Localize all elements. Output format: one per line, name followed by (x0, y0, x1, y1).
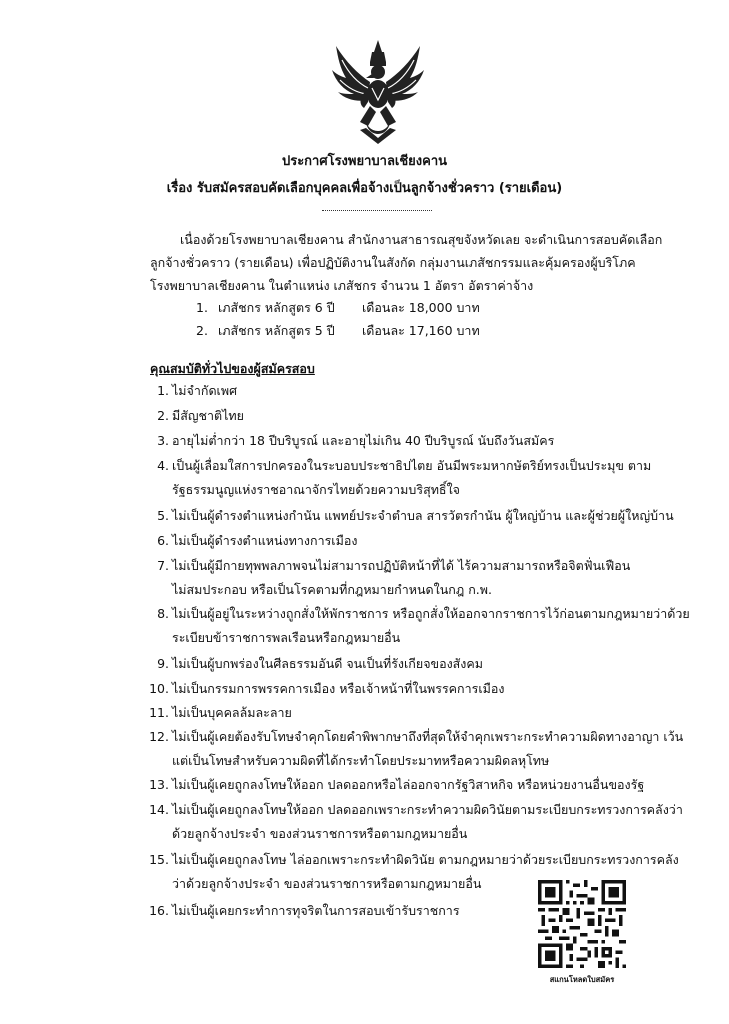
qualification-item: ไม่เป็นผู้เคยกระทำการทุจริตในการสอบเข้ารับราชการ (172, 903, 460, 918)
item-number: 5. (157, 508, 169, 523)
item-number: 1. (157, 383, 169, 398)
wage-label: เภสัชกร หลักสูตร 6 ปี (218, 300, 335, 315)
qr-caption: สแกนโหลดใบสมัคร (549, 975, 615, 984)
wage-amount: เดือนละ 18,000 บาท (362, 300, 480, 315)
qualification-item-continued: ระเบียบข้าราชการพลเรือนหรือกฎหมายอื่น (172, 630, 401, 645)
qualification-item: ไม่เป็นผู้ดำรงตำแหน่งทางการเมือง (172, 533, 358, 548)
dotted-divider (322, 210, 432, 211)
qualification-item: ไม่เป็นผู้เคยถูกลงโทษให้ออก ปลดออกหรือไล่ออกจากรัฐวิสาหกิจ หรือหน่วยงานอื่นของรัฐ (172, 777, 645, 792)
qualifications-heading: คุณสมบัติทั่วไปของผู้สมัครสอบ (150, 361, 315, 376)
qualification-item: ไม่เป็นผู้ดำรงตำแหน่งกำนัน แพทย์ประจำตำบล สารวัตรกำนัน ผู้ใหญ่บ้าน และผู้ช่วยผู้ใหญ่บ้าน (172, 508, 674, 523)
qualification-item: เป็นผู้เลื่อมใสการปกครองในระบอบประชาธิปไตย อันมีพระมหากษัตริย์ทรงเป็นประมุข ตาม (172, 458, 652, 473)
qualification-item: มีสัญชาติไทย (172, 408, 244, 423)
item-number: 14. (149, 802, 169, 817)
item-number: 12. (149, 729, 169, 744)
qualification-item-continued: ไม่สมประกอบ หรือเป็นโรคตามที่กฎหมายกำหนดในกฎ ก.พ. (172, 582, 492, 597)
qualification-item-continued: แต่เป็นโทษสำหรับความผิดที่ได้กระทำโดยประมาทหรือความผิดลหุโทษ (172, 753, 550, 768)
qualification-item: ไม่เป็นผู้เคยถูกลงโทษให้ออก ปลดออกเพราะกระทำความผิดวินัยตามระเบียบกระทรวงการคลังว่า (172, 802, 683, 817)
item-number: 2. (157, 408, 169, 423)
wage-num: 1. (196, 300, 208, 315)
item-number: 3. (157, 433, 169, 448)
announcement-subject: เรื่อง รับสมัครสอบคัดเลือกบุคคลเพื่อจ้างเป็นลูกจ้างชั่วคราว (รายเดือน) (166, 181, 563, 196)
qualification-item: ไม่เป็นผู้บกพร่องในศีลธรรมอันดี จนเป็นที่รังเกียจของสังคม (172, 656, 484, 671)
qualification-item: ไม่เป็นกรรมการพรรคการเมือง หรือเจ้าหน้าที่ในพรรคการเมือง (172, 681, 505, 696)
item-number: 11. (149, 705, 169, 720)
qualification-item-continued: รัฐธรรมนูญแห่งราชอาณาจักรไทยด้วยความบริสุทธิ์ใจ (172, 482, 460, 497)
item-number: 8. (157, 606, 169, 621)
wage-amount: เดือนละ 17,160 บาท (362, 323, 480, 338)
wage-label: เภสัชกร หลักสูตร 5 ปี (218, 323, 335, 338)
intro-line-3: โรงพยาบาลเชียงคาน ในตำแหน่ง เภสัชกร จำนวน 1 อัตรา อัตราค่าจ้าง (150, 278, 534, 293)
qr-code-icon[interactable] (538, 880, 626, 968)
qualification-item: อายุไม่ต่ำกว่า 18 ปีบริบูรณ์ และอายุไม่เกิน 40 ปีบริบูรณ์ นับถึงวันสมัคร (172, 433, 555, 448)
qualification-item: ไม่จำกัดเพศ (172, 383, 238, 398)
intro-line-1: เนื่องด้วยโรงพยาบาลเชียงคาน สำนักงานสาธารณสุขจังหวัดเลย จะดำเนินการสอบคัดเลือก (180, 232, 663, 247)
item-number: 6. (157, 533, 169, 548)
item-number: 10. (149, 681, 169, 696)
item-number: 9. (157, 656, 169, 671)
qualification-item-continued: ว่าด้วยลูกจ้างประจำ ของส่วนราชการหรือตามกฎหมายอื่น (172, 876, 482, 891)
item-number: 13. (149, 777, 169, 792)
item-number: 15. (149, 852, 169, 867)
item-number: 16. (149, 903, 169, 918)
qualification-item: ไม่เป็นบุคคลล้มละลาย (172, 705, 292, 720)
intro-line-2: ลูกจ้างชั่วคราว (รายเดือน) เพื่อปฏิบัติงานในสังกัด กลุ่มงานเภสัชกรรมและคุ้มครองผู้บริโภค (150, 255, 636, 270)
item-number: 4. (157, 458, 169, 473)
garuda-emblem-icon (330, 38, 426, 146)
qualification-item: ไม่เป็นผู้เคยต้องรับโทษจำคุกโดยคำพิพากษาถึงที่สุดให้จำคุกเพราะกระทำความผิดทางอาญา เว้น (172, 729, 684, 744)
qualification-item: ไม่เป็นผู้มีกายทุพพลภาพจนไม่สามารถปฏิบัติหน้าที่ได้ ไร้ความสามารถหรือจิตฟั่นเฟือน (172, 558, 631, 573)
qualification-item: ไม่เป็นผู้อยู่ในระหว่างถูกสั่งให้พักราชการ หรือถูกสั่งให้ออกจากราชการไว้ก่อนตามกฎหมายว่าด้วย (172, 606, 690, 621)
wage-num: 2. (196, 323, 208, 338)
item-number: 7. (157, 558, 169, 573)
announcement-title: ประกาศโรงพยาบาลเชียงคาน (281, 154, 448, 169)
qualification-item: ไม่เป็นผู้เคยถูกลงโทษ ไล่ออกเพราะกระทำผิดวินัย ตามกฎหมายว่าด้วยระเบียบกระทรวงการคลัง (172, 852, 679, 867)
qualification-item-continued: ด้วยลูกจ้างประจำ ของส่วนราชการหรือตามกฎหมายอื่น (172, 826, 468, 841)
